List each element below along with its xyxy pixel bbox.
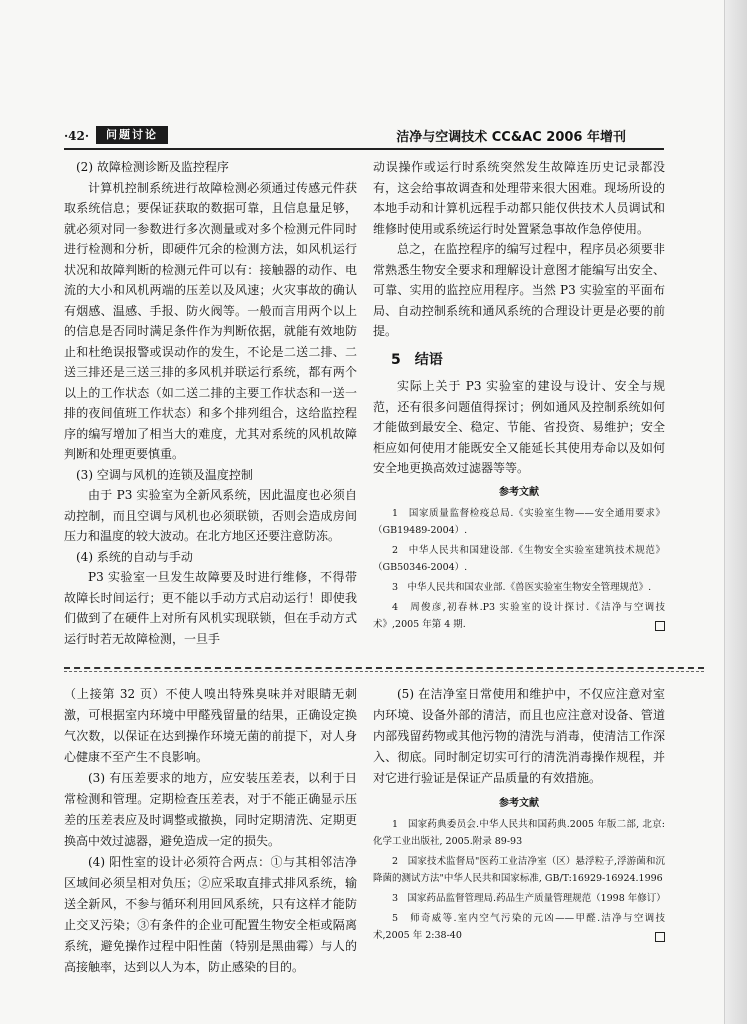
reference-item: 2 中华人民共和国建设部.《生物安全实验室建筑技术规范》（GB50346-2004）. xyxy=(373,545,665,573)
reference-item: 2 国家技术监督局"医药工业洁净室（区）悬浮粒子,浮游菌和沉降菌的测试方法"中华人民共和国家标准, GB/T:16929-16924.1996 xyxy=(373,856,665,884)
dashed-divider xyxy=(64,667,704,669)
page-edge-shadow xyxy=(724,0,747,1024)
journal-title: 洁净与空调技术 CC&AC 2006 年增刊 xyxy=(396,130,626,145)
lower-right-column xyxy=(373,684,665,947)
subheading: (2) 故障检测诊断及监控程序 xyxy=(76,160,229,174)
paragraph: 动误操作或运行时系统突然发生故障连历史记录都没有，这会给事故调查和处理带来很大困难。现场所设的本地手动和计算机远程手动都只能仅供技术人员调试和维修时使用或系统运行时处置紧急事故作急停使用。 xyxy=(373,160,665,236)
reference-item: 5 师奇威等.室内空气污染的元凶——甲醛.洁净与空调技术,2005 年 2:38-40 xyxy=(373,913,665,941)
paragraph: (4) 阳性室的设计必须符合两点：①与其相邻洁净区域间必须呈相对负压；②应采取直排式排风系统，输送全新风，不参与循环利用回风系统，只有这样才能防止交叉污染；③有条件的企业可配置生物安全柜或隔离系统，避免操作过程中阳性菌（特别是黑曲霉）与人的高接触率，达到以人为本，防止感染的目的。 xyxy=(64,855,357,974)
paragraph: (5) 在洁净室日常使用和维护中，不仅应注意对室内环境、设备外部的清洁，而且也应注意对设备、管道内部残留药物或其他污物的清洗与消毒，使清洁工作深入、彻底。同时制定切实可行的清洗消毒操作规程，并对它进行验证是保证产品质量的有效措施。 xyxy=(373,687,665,785)
lower-left-column xyxy=(64,684,357,978)
reference-item: 4 周俊彦,初春林.P3 实验室的设计探讨.《洁净与空调技术》,2005 年第 4 期. xyxy=(373,602,665,630)
reference-item: 3 中华人民共和国农业部.《兽医实验室生物安全管理规范》. xyxy=(392,582,652,593)
end-mark-icon xyxy=(655,932,665,942)
section-heading-conclusion: 5 结语 xyxy=(391,351,443,368)
paragraph: 总之，在监控程序的编写过程中，程序员必须要非常熟悉生物安全要求和理解设计意图才能编写出安全、可靠、实用的监控应用程序。当然 P3 实验室的平面布局、自动控制系统和通风系统的合理设计更是必要的前提。 xyxy=(373,242,665,338)
upper-right-column xyxy=(373,157,665,636)
references-title: 参考文献 xyxy=(499,486,539,498)
references-title: 参考文献 xyxy=(499,798,539,809)
reference-item: 3 国家药品监督管理局.药品生产质量管理规范（1998 年修订） xyxy=(392,893,666,904)
subheading: (3) 空调与风机的连锁及温度控制 xyxy=(76,467,253,482)
page-number: ·42· xyxy=(64,129,90,143)
page-header xyxy=(64,126,664,148)
reference-item: 1 国家药典委员会.中华人民共和国药典.2005 年版二部, 北京: 化学工业出版社, 2005.附录 89-93 xyxy=(373,819,665,847)
paragraph: 实际上关于 P3 实验室的建设与设计、安全与规范，还有很多问题值得探讨；例如通风及控制系统如何才能做到最安全、稳定、节能、省投资、易维护；安全柜应如何使用才能既安全又能延长其使用寿命以及如何安全地更换高效过滤器等等。 xyxy=(373,379,665,475)
paragraph: (3) 有压差要求的地方，应安装压差表，以利于日常检测和管理。定期检查压差表，对于不能正确显示压差的压差表应及时调整或撤换，同时定期清洗、定期更换高中效过滤器，避免造成一定的损失。 xyxy=(64,771,357,848)
reference-item: 1 国家质量监督检疫总局.《实验室生物——安全通用要求》（GB19489-2004）. xyxy=(373,508,665,536)
paragraph: 由于 P3 实验室为全新风系统，因此温度也必须自动控制，而且空调与风机也必须联锁，否则会造成房间压力和温度的较大波动。在北方地区还要注意防冻。 xyxy=(64,488,357,543)
dashed-divider-thin xyxy=(64,671,704,672)
header-rule xyxy=(64,148,664,150)
subheading: (4) 系统的自动与手动 xyxy=(76,549,193,564)
paragraph: 计算机控制系统进行故障检测必须通过传感元件获取系统信息；要保证获取的数据可靠，且信息量足够，就必须对同一参数进行多次测量或对多个检测元件同时进行检测和分析，即硬件冗余的检测方法，如风机运行状况和故障判断的检测元件可以有：接触器的动作、电流的大小和风机两端的压差以及风速；火灾事故的确认有烟感、温感、手报、防火阀等。一般而言用两个以上的信息是否同时满足条件作为判断依据，就能有效地防止和杜绝误报警或误动作的发生，不论是二送二排、二送三排还是三送三排的多风机并联运行系统，都有两个以上的工作状态（如二送二排的主要工作状态和一送一排的夜间值班工作状态）和多个排列组合，这给监控程序的编写增加了相当大的难度，尤其对系统的风机故障判断和处理更要慎重。 xyxy=(64,180,357,461)
paragraph: P3 实验室一旦发生故障要及时进行维修，不得带故障长时间运行；更不能以手动方式启动运行！即使我们做到了在硬件上对所有风机实现联锁，但在手动方式运行时若无故障检测，一旦手 xyxy=(64,570,357,646)
upper-left-column xyxy=(64,157,357,649)
end-mark-icon xyxy=(655,621,665,631)
section-tag: 问题讨论 xyxy=(96,126,168,144)
paragraph: （上接第 32 页）不使人嗅出特殊臭味并对眼睛无刺激，可根据室内环境中甲醛残留量的结果，正确设定换气次数，以保证在达到操作环境无菌的前提下，对人身心健康不至产生不良影响。 xyxy=(64,687,357,764)
